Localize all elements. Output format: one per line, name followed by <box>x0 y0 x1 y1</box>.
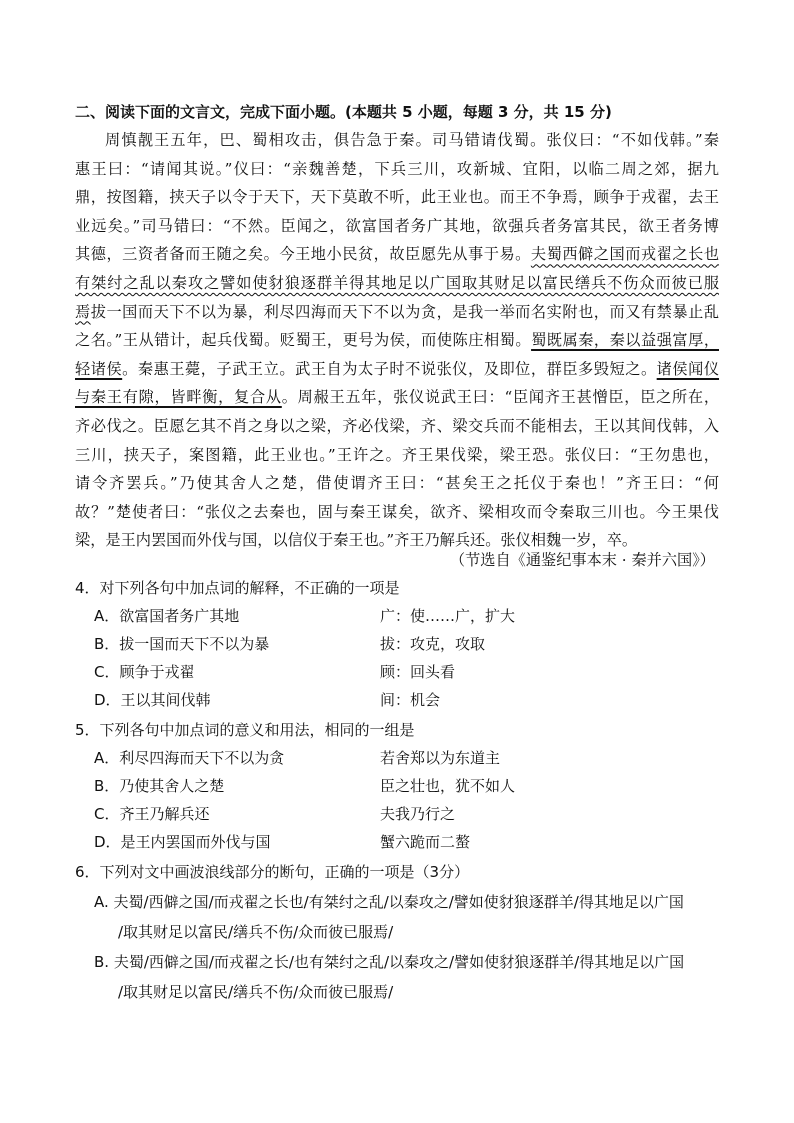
underlined-text: 诸侯闻仪 <box>656 359 720 378</box>
question-4-gloss-b: 拔：攻克，攻取 <box>380 635 486 653</box>
question-5-option-a: A．利尽四海而天下不以为贪 <box>94 749 285 767</box>
question-4-gloss-c: 顾：回头看 <box>380 663 456 681</box>
passage-line <box>75 244 719 264</box>
passage-line <box>75 387 719 407</box>
passage-line <box>105 130 719 150</box>
passage-text: 惠王曰：“请闻其说。”仪曰：“亲魏善楚，下兵三川，攻新城、宜阳，以临二周之郊，据九 <box>75 159 719 178</box>
passage-text: 梁，是王内罢国而外伐与国，以信仪于秦王也。”齐王乃解兵还。张仪相魏一岁，卒。 <box>75 531 638 550</box>
wavy-underlined-text: 夫蜀西僻之国而戎翟之长也 <box>530 245 720 264</box>
passage-line <box>75 159 719 179</box>
passage-text: 其德，三资者备而王随之矣。今王地小民贫，故臣愿先从事于易。 <box>75 245 531 264</box>
question-4-option-c: C．顾争于戎翟 <box>94 663 195 681</box>
underlined-text: 与秦王有隙，皆畔衡，复合从 <box>75 388 282 407</box>
question-6-option-a-line1: A. 夫蜀/西僻之国/而戎翟之长也/有桀纣之乱/以秦攻之/譬如使豺狼逐群羊/得其地足以广国 <box>94 893 684 911</box>
passage-text: 。周赧王五年，张仪说武王曰：“臣闻齐王甚憎臣，臣之所在， <box>281 388 720 407</box>
question-5-ref-d: 蟹六跪而二螯 <box>380 833 471 851</box>
passage-text: 鼎，按图籍，挟天子以令于天下，天下莫敢不听，此王业也。而王不争焉，顾争于戎翟，去王 <box>75 188 719 207</box>
underlined-text: 蜀既属秦，秦以益强富厚， <box>531 331 719 350</box>
wavy-underlined-text: 焉 <box>75 302 91 321</box>
question-5-option-d: D．是王内罢国而外伐与国 <box>94 833 271 851</box>
question-6-option-a-line2: /取其财足以富民/缮兵不伤/众而彼已服焉/ <box>118 923 394 941</box>
passage-text: 之名。”王从错计，起兵伐蜀。贬蜀王，更号为侯，而使陈庄相蜀。 <box>75 331 532 350</box>
passage-line <box>75 216 719 236</box>
question-6-option-b-line1: B. 夫蜀/西僻之国/而戎翟之长/也有桀纣之乱/以秦攻之/譬如使豺狼逐群羊/得其地足以广国 <box>94 953 685 971</box>
question-5-ref-b: 臣之壮也，犹不如人 <box>380 777 516 795</box>
question-6-stem: 6．下列对文中画波浪线部分的断句，正确的一项是（3分） <box>75 863 470 881</box>
passage-text: 齐必伐之。臣愿乞其不肖之身以之梁，齐必伐梁，齐、梁交兵而不能相去，王以其间伐韩，入 <box>75 417 719 435</box>
question-4-option-a: A．欲富国者务广其地 <box>94 607 240 625</box>
passage-text: 请令齐罢兵。”乃使其舍人之楚，借使谓齐王曰：“甚矣王之托仪于秦也！”齐王曰：“何 <box>75 474 719 493</box>
question-4-stem: 4．对下列各句中加点词的解释，不正确的一项是 <box>75 579 400 597</box>
passage-line <box>75 273 719 293</box>
question-4-option-d: D．王以其间伐韩 <box>94 691 211 709</box>
passage-text: 周慎靓王五年，巴、蜀相攻击，俱告急于秦。司马错请伐蜀。张仪曰：“不如伐韩。”秦 <box>105 131 719 149</box>
question-4-gloss-d: 间：机会 <box>380 691 441 709</box>
question-5-stem: 5．下列各句中加点词的意义和用法，相同的一组是 <box>75 721 415 739</box>
passage-text: 故？”楚使者曰：“张仪之去秦也，固与秦王谋矣，欲齐、梁相攻而令秦取三川也。今王果伐 <box>75 502 719 521</box>
question-5-option-b: B．乃使其舍人之楚 <box>94 777 225 795</box>
passage-text: 拔一国而天下不以为暴，利尽四海而天下不以为贪，是我一举而名实附也，而又有禁暴止乱 <box>90 302 720 321</box>
question-5-ref-c: 夫我乃行之 <box>380 805 456 823</box>
passage-line <box>75 473 719 493</box>
section-heading: 二、阅读下面的文言文，完成下面小题。(本题共 5 小题，每题 3 分，共 15 分) <box>75 103 612 121</box>
question-4-option-b: B．拔一国而天下不以为暴 <box>94 635 270 653</box>
passage-line <box>75 502 719 522</box>
underlined-text: 轻诸侯 <box>75 359 123 378</box>
passage-line <box>75 445 719 465</box>
passage-line <box>75 530 719 550</box>
passage-line <box>75 359 719 379</box>
passage-line <box>75 187 719 207</box>
question-6-option-b-line2: /取其财足以富民/缮兵不伤/众而彼已服焉/ <box>118 983 394 1001</box>
passage-line <box>75 330 719 350</box>
passage-text: 业远矣。”司马错曰：“不然。臣闻之，欲富国者务广其地，欲强兵者务富其民，欲王者务博 <box>75 216 719 235</box>
question-5-option-c: C．齐王乃解兵还 <box>94 805 210 823</box>
passage-citation: （节选自《通鉴纪事本末 · 秦并六国》） <box>449 551 715 569</box>
question-5-ref-a: 若舍郑以为东道主 <box>380 749 501 767</box>
passage-line <box>75 302 719 322</box>
passage-text: 。秦惠王薨，子武王立。武王自为太子时不说张仪，及即位，群臣多毁短之。 <box>122 359 657 378</box>
passage-text: 三川，挟天子，案图籍，此王业也。”王许之。齐王果伐梁，梁王恐。张仪曰：“王勿患也， <box>75 445 719 464</box>
passage-line <box>75 416 719 436</box>
question-4-gloss-a: 广：使……广，扩大 <box>380 607 516 625</box>
wavy-underlined-text: 有桀纣之乱以秦攻之譬如使豺狼逐群羊得其地足以广国取其财足以富民缮兵不伤众而彼已服 <box>75 274 719 292</box>
